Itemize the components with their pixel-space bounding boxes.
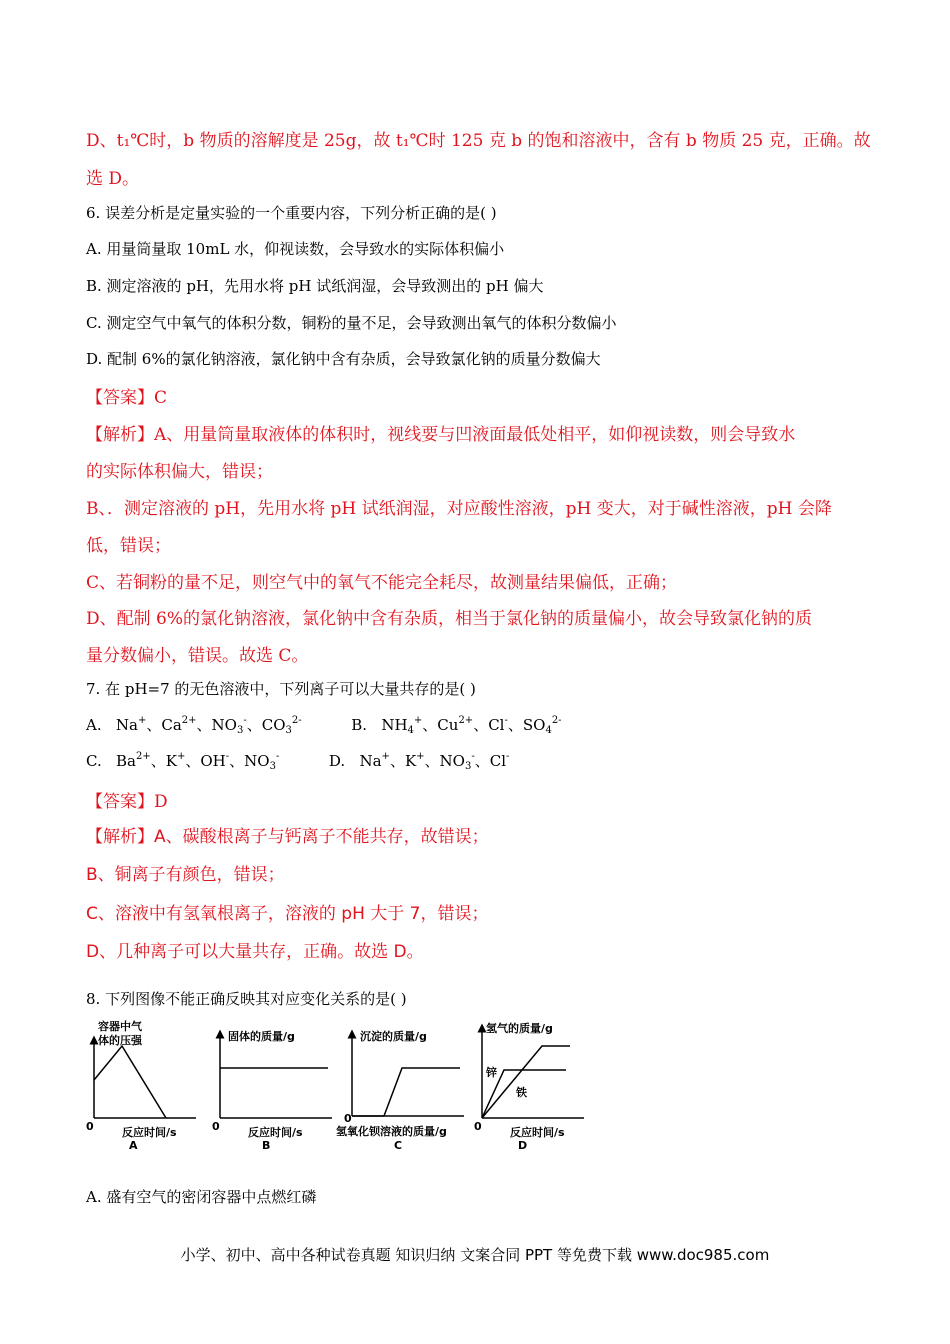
- q6-analysis-line: B、．测定溶液的 pH，先用水将 pH 试纸润湿，对应酸性溶液，pH 变大，对于碱性溶液，pH 会降: [86, 499, 832, 519]
- graph-c-origin: 0: [344, 1112, 352, 1125]
- q7-option-a-label: A.: [86, 716, 102, 734]
- q8-stem: 8. 下列图像不能正确反映其对应变化关系的是( ): [86, 990, 407, 1008]
- graph-d-curve-iron: [482, 1046, 570, 1118]
- q8-option-a: A. 盛有空气的密闭容器中点燃红磷: [86, 1188, 317, 1206]
- q6-analysis-line: C、若铜粉的量不足，则空气中的氧气不能完全耗尽，故测量结果偏低，正确；: [86, 573, 678, 593]
- q6-option-c: C. 测定空气中氧气的体积分数，铜粉的量不足，会导致测出氧气的体积分数偏小: [86, 314, 617, 332]
- graph-d-series2: 铁: [516, 1086, 527, 1099]
- q5-analysis-d-line2: 选 D。: [86, 169, 140, 189]
- graph-d-series1: 锌: [486, 1066, 497, 1079]
- graph-c-xlabel: 氢氧化钡溶液的质量/g: [336, 1125, 447, 1138]
- q6-answer: 【答案】C: [86, 388, 168, 408]
- q6-analysis-line: D、配制 6%的氯化钠溶液，氯化钠中含有杂质，相当于氯化钠的质量偏小，故会导致氯化钠的质: [86, 609, 813, 629]
- q6-option-a: A. 用量筒量取 10mL 水，仰视读数，会导致水的实际体积偏小: [86, 240, 505, 258]
- q6-option-b: B. 测定溶液的 pH，先用水将 pH 试纸润湿，会导致测出的 pH 偏大: [86, 277, 544, 295]
- q7-option-d-label: D.: [328, 752, 346, 770]
- q6-stem: 6. 误差分析是定量实验的一个重要内容，下列分析正确的是( ): [86, 204, 497, 222]
- graph-b-origin: 0: [212, 1120, 220, 1133]
- graph-c: [336, 1018, 476, 1158]
- graph-b-ylabel: 固体的质量/g: [228, 1030, 295, 1043]
- graph-c-tag: C: [394, 1139, 403, 1152]
- graph-d-xlabel: 反应时间/s: [510, 1126, 565, 1139]
- graph-d-origin: 0: [474, 1120, 482, 1133]
- q7-options-row2: C. $Ba^{2+}$、K+、OH-、$NO_3^-$ D. Na+、K+、$NO_3^-$、Cl-: [86, 751, 510, 772]
- graph-c-curve: [352, 1068, 460, 1116]
- q7-analysis-line: D、几种离子可以大量共存，正确。故选 D。: [86, 942, 424, 962]
- graph-a-ylabel2: 体的压强: [98, 1034, 142, 1047]
- graph-d: [472, 1018, 592, 1158]
- q6-analysis-line: 低，错误；: [86, 536, 171, 556]
- graph-a-origin: 0: [86, 1120, 94, 1133]
- q7-option-c-label: C.: [86, 752, 102, 770]
- q7-options-row1: A. Na+、$Ca^{2+}$、$NO_3^-$、$CO_3^{2-}$ B. $NH_4^+$、$Cu^{2+}$、Cl-、$SO_4^{2-}$: [86, 715, 562, 736]
- q6-analysis-line: 【解析】A、用量筒量取液体的体积时，视线要与凹液面最低处相平，如仰视读数，则会导致水: [86, 425, 796, 445]
- graph-b-tag: B: [262, 1139, 271, 1152]
- q6-analysis-line: 的实际体积偏大，错误；: [86, 462, 273, 482]
- q5-analysis-d-line1: D、t₁℃时，b 物质的溶解度是 25g，故 t₁℃时 125 克 b 的饱和溶液中，含有 b 物质 25 克，正确。故: [86, 131, 871, 151]
- graph-a-ylabel1: 容器中气: [98, 1020, 142, 1033]
- graph-d-tag: D: [518, 1139, 528, 1152]
- graph-b: [210, 1018, 340, 1158]
- q7-analysis-line: B、铜离子有颜色，错误；: [86, 865, 285, 885]
- graph-a-xlabel: 反应时间/s: [122, 1126, 177, 1139]
- graph-d-ylabel: 氢气的质量/g: [486, 1022, 553, 1035]
- graph-c-ylabel: 沉淀的质量/g: [360, 1030, 427, 1043]
- q6-option-d: D. 配制 6%的氯化钠溶液，氯化钠中含有杂质，会导致氯化钠的质量分数偏大: [86, 350, 601, 368]
- q7-stem: 7. 在 pH=7 的无色溶液中，下列离子可以大量共存的是( ): [86, 680, 476, 698]
- page-footer: 小学、初中、高中各种试卷真题 知识归纳 文案合同 PPT 等免费下载 www.doc985.com: [180, 1246, 770, 1264]
- q7-analysis-line: C、溶液中有氢氧根离子，溶液的 pH 大于 7，错误；: [86, 904, 489, 924]
- q7-option-b-label: B.: [351, 716, 368, 734]
- q6-analysis-line: 量分数偏小，错误。故选 C。: [86, 646, 309, 666]
- graph-a: [84, 1018, 214, 1158]
- q7-analysis-line: 【解析】A、碳酸根离子与钙离子不能共存，故错误；: [86, 827, 489, 847]
- q7-answer: 【答案】D: [86, 792, 168, 812]
- graph-b-xlabel: 反应时间/s: [248, 1126, 303, 1139]
- graph-a-curve: [94, 1046, 166, 1118]
- graph-a-tag: A: [129, 1139, 138, 1152]
